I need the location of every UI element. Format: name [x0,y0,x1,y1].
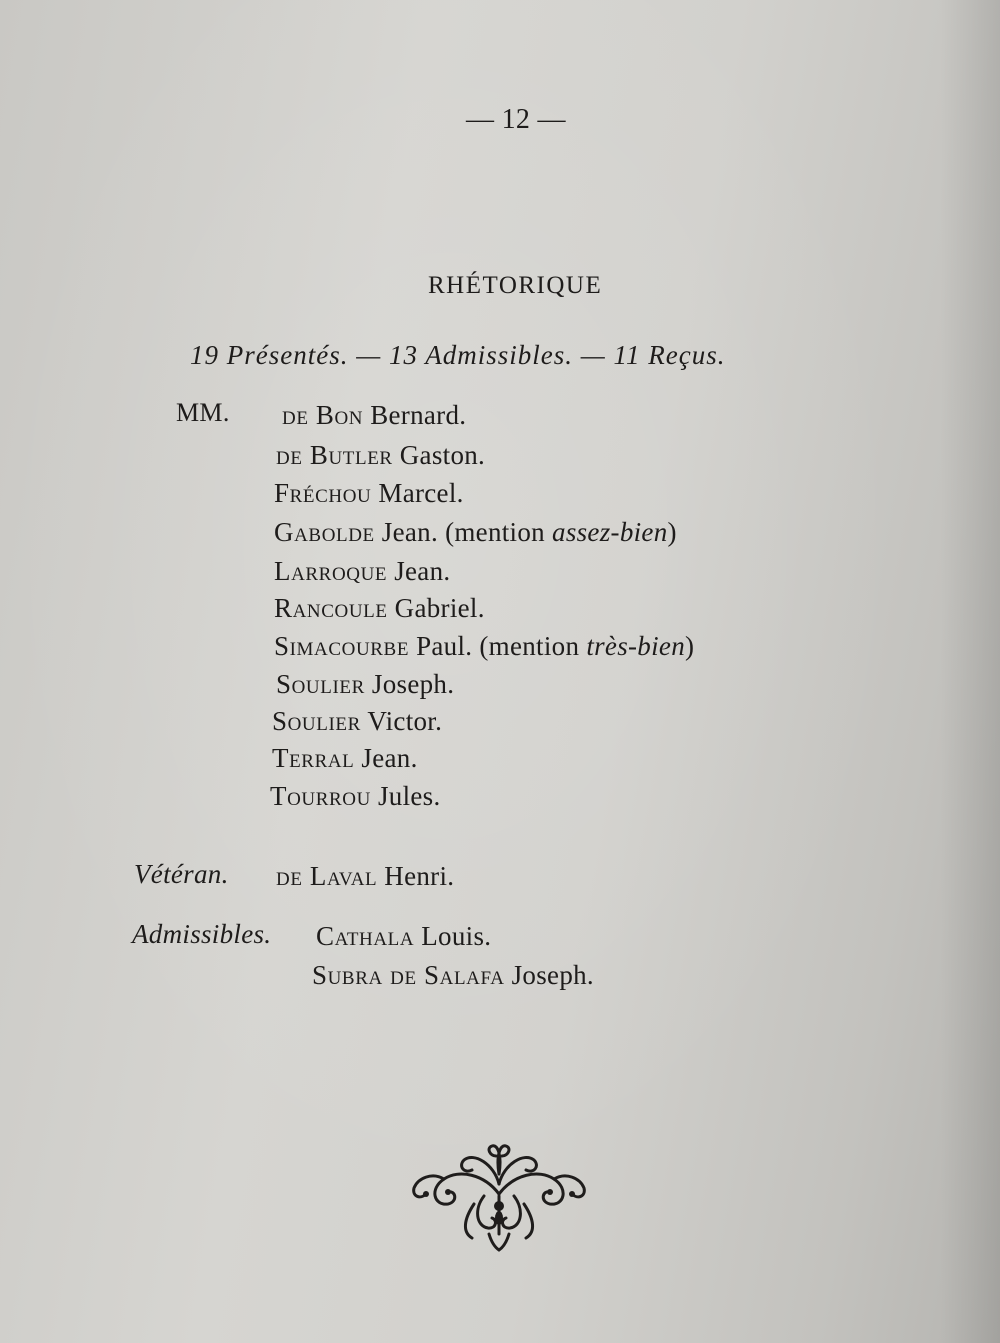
mention-text: très-bien [586,631,685,661]
list-item [274,478,464,509]
student-firstname: Victor. [360,706,443,736]
honorific-label: MM. [176,398,230,427]
student-firstname: Joseph. [364,669,455,699]
student-surname: Cathala [316,921,415,951]
student-firstname: Paul. (mention [409,631,587,661]
list-item [270,781,441,812]
mention-close: ) [667,517,677,547]
student-surname: Tourrou [270,781,371,811]
student-surname: Gabolde [274,517,375,547]
student-firstname: Jean. [354,743,418,773]
page-number: — 12 — [466,104,566,135]
section-title: RHÉTORIQUE [428,272,603,299]
student-firstname: Joseph. [504,960,594,990]
student-surname: Soulier [276,669,365,699]
admissibles-label: Admissibles. [132,919,272,949]
student-firstname: Jean. (mention [374,517,553,547]
student-surname: Simacourbe [274,631,410,661]
veteran-label: Vétéran. [134,859,229,889]
list-item [274,631,694,662]
list-item [274,556,450,587]
fleuron-ornament-icon [404,1134,594,1254]
student-surname: de Laval [276,861,378,891]
student-surname: de Butler [276,440,393,470]
list-item [272,706,442,737]
student-surname: Fréchou [274,478,372,508]
student-surname: Terral [272,743,355,773]
mention-text: assez-bien [552,517,668,547]
list-item [274,593,485,624]
student-firstname: Gaston. [392,440,486,470]
student-firstname: Jules. [370,781,441,811]
student-firstname: Gabriel. [387,593,485,623]
student-firstname: Jean. [387,556,451,586]
student-firstname: Louis. [414,921,492,951]
list-item [272,743,418,774]
mention-close: ) [685,631,695,661]
student-surname: Subra de Salafa [312,960,505,990]
student-surname: Larroque [274,556,388,586]
list-item [276,440,485,471]
student-firstname: Henri. [377,861,455,891]
student-surname: Rancoule [274,593,388,623]
list-item [276,669,454,700]
list-item [316,921,491,952]
student-firstname: Bernard. [363,400,467,430]
results-summary: 19 Présentés. — 13 Admissibles. — 11 Reçus. [190,340,726,370]
student-surname: de Bon [282,400,364,430]
list-item [312,960,594,991]
student-firstname: Marcel. [371,478,464,508]
list-item [282,400,466,431]
veteran-entry [276,861,454,892]
student-surname: Soulier [272,706,361,736]
list-item [274,517,677,548]
